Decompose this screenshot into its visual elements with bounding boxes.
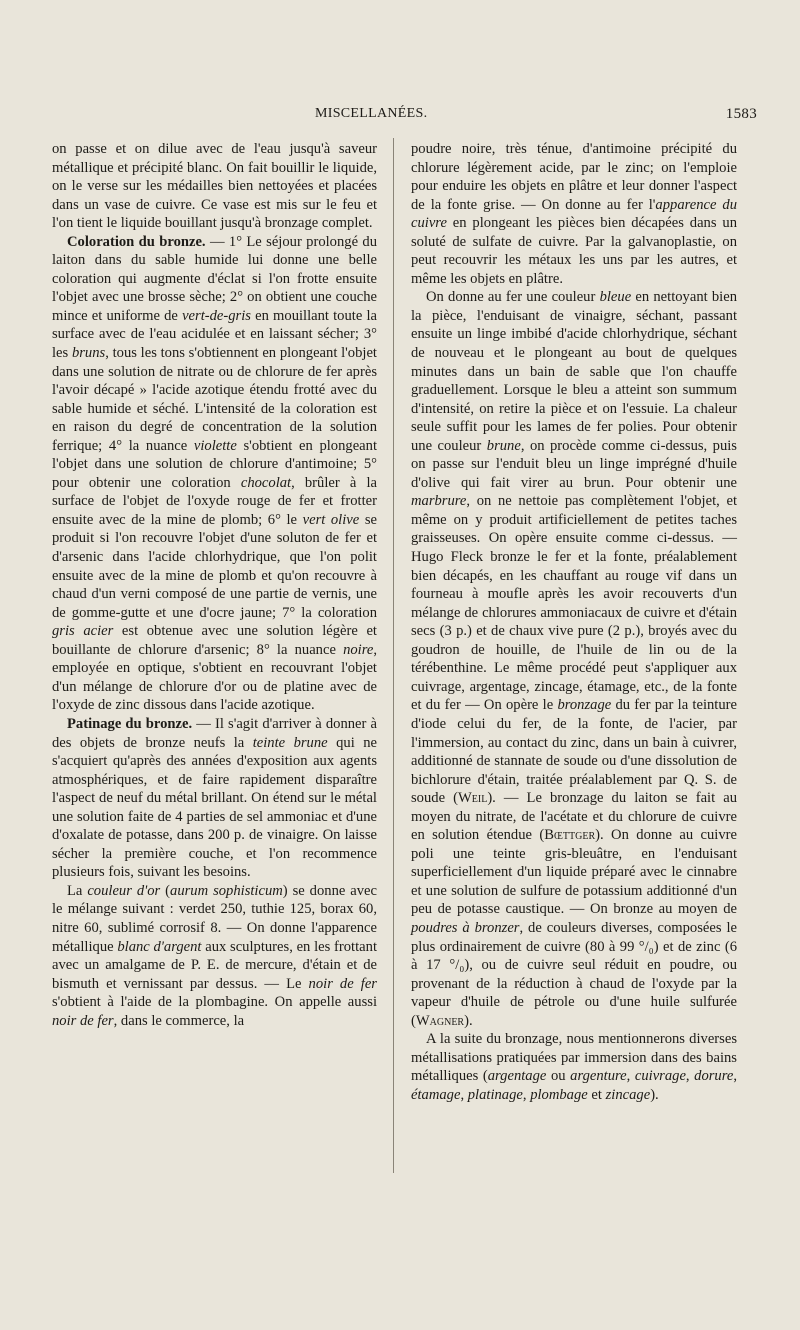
running-head xyxy=(0,106,800,126)
right-column xyxy=(411,140,737,1104)
section-heading: Coloration du bronze. xyxy=(67,233,206,250)
left-column xyxy=(52,140,377,1030)
paragraph-coloration: Coloration du bronze. — 1° Le séjour prolongé du laiton dans du sable humide lui donne une belle coloration qui augmente d'éclat si l'on frotte ensuite l'objet avec une brosse sèche; 2° on obtient une couche mince et uniforme de vert-de-gris en mouillant toute la surface avec de l'eau acidulée et en laissant sécher; 3° les bruns, tous les tons s'obtiennent en plongeant l'objet dans une solution de nitrate ou de chlorure de fer après l'avoir décapé » l'acide azotique étendu frotté avec du sable humide et séché. L'intensité de la coloration est en raison du degré de concentration de la solution ferrique; 4° la nuance violette s'obtient en plongeant l'objet dans une solution de chlorure d'antimoine; 5° pour obtenir une coloration chocolat, brûler à la surface de l'objet de l'oxyde rouge de fer et frotter ensuite avec de la mine de plomb; 6° le vert olive se produit si l'on recouvre l'objet d'une soluton de fer et d'arsenic dans l'acide chlorhydrique, que l'on polit ensuite avec de la mine de plomb et qu'on recouvre à chaud d'un verni composé de une partie de vernis, une de gomme-gutte et une d'ocre jaune; 7° la coloration gris acier est obtenue avec une solution légère et bouillante de chlorure d'arsenic; 8° la nuance noire, employée en optique, s'obtient en recouvrant l'objet d'un mélange de chlorure d'or ou de platine avec de l'oxyde de zinc dissous dans l'acide azotique. xyxy=(52,233,377,714)
paragraph-patinage: Patinage du bronze. — Il s'agit d'arriver à donner à des objets de bronze neufs la teinte brune qui ne s'acquiert qu'après des années d'exposition aux agents atmosphériques, et de faire rapidement disparaître l'aspect de neuf du métal brillant. On étend sur le métal une solution faite de 4 parties de sel ammoniac et d'une d'oxalate de potasse, dans 200 p. de vinaigre. On laisse sécher la première couche, et l'on recommence plusieurs fois, suivant les besoins. xyxy=(52,715,377,881)
section-heading: Patinage du bronze. xyxy=(67,715,193,732)
page-number: 1583 xyxy=(725,106,757,122)
paragraph: poudre noire, très ténue, d'antimoine précipité du chlorure légèrement acide, par le zinc; on l'emploie pour enduire les objets en plâtre et leur donner l'aspect de la fonte grise. — On donne au fer l'apparence du cuivre en plongeant les pièces bien décapées dans un soluté de sulfate de cuivre. Par la galvanoplastie, on peut recouvrir les métaux les uns par les autres, et même les objets en plâtre. xyxy=(411,141,737,287)
paragraph: A la suite du bronzage, nous mentionnerons diverses métallisations pratiquées par immersion dans des bains métalliques (argentage ou argenture, cuivrage, dorure, étamage, platinage, plombage et zincage). xyxy=(411,1031,737,1103)
paragraph: On donne au fer une couleur bleue en nettoyant bien la pièce, l'enduisant de vinaigre, séchant, passant ensuite un linge imbibé d'acide chlorhydrique, séchant de nouveau et le plongeant au bout de quelques minutes dans un bain de sable que l'on chauffe graduellement. Lorsque le bleu a atteint son summum d'intensité, on retire la pièce et on l'essuie. La chaleur seule suffit pour les lames de fer polies. Pour obtenir une couleur brune, on procède comme ci-dessus, puis on passe sur l'enduit bleu un linge imprégné d'huile d'olive qui fait virer au brun. Pour obtenir une marbrure, on ne nettoie pas complètement l'objet, et même on y produit artificiellement de petites taches graisseuses. On opère ensuite comme ci-dessus. — Hugo Fleck bronze le fer et la fonte, préalablement bien décapés, en les chauffant au rouge vif dans un fourneau à moufle après les avoir recouverts d'un mélange de chlorures ammoniacaux de cuivre et d'étain secs (3 p.) et de chaux vive pure (2 p.), broyés avec du goudron de houille, de l'huile de lin ou de la térébenthine. Le même procédé peut s'appliquer aux cuivrage, argentage, zincage, étamage, etc., de la fonte et du fer — On opère le bronzage du fer par la teinture d'iode celui du fer, de la fonte, de l'acier, par l'immersion, au contact du zinc, dans un bain à cuivrer, additionné de stannate de soude ou d'une dissolution de bichlorure d'étain, traitée préalablement par Q. S. de soude (Weil). — Le bronzage du laiton se fait au moyen du nitrate, de l'acétate et du chlorure de cuivre en solution étendue (Bœttger). On donne au cuivre poli une teinte gris-bleuâtre, en l'enduisant superficiellement d'un liquide préparé avec le cinnabre et une solution de sulfure de potassium additionné d'un peu de potasse caustique. — On bronze au moyen de poudres à bronzer, de couleurs diverses, composées le plus ordinairement de cuivre (80 à 99 °/₀) et de zinc (6 à 17 °/₀), ou de cuivre seul réduit en poudre, ou provenant de la réduction à chaud de l'oxyde par la vapeur d'huile de pétrole ou d'une huile sulfurée (Wagner). xyxy=(411,289,738,1029)
paragraph: on passe et on dilue avec de l'eau jusqu'à saveur métallique et précipité blanc. On fait bouillir le liquide, on le verse sur les médailles bien nettoyées et placées dans un vase de cuivre. Ce vase est mis sur le feu et l'on tient le liquide bouillant jusqu'à bronzage complet. xyxy=(52,141,377,232)
column-divider xyxy=(393,138,394,1173)
running-title: MISCELLANÉES. xyxy=(315,106,428,121)
paragraph-couleur-or: La couleur d'or (aurum sophisticum) se donne avec le mélange suivant : verdet 250, tuthie 125, borax 60, nitre 60, sublimé corrosif 8. — On donne l'apparence métallique blanc d'argent aux sculptures, en les frottant avec un amalgame de P. E. de mercure, d'étain et de bismuth et vernissant par dessus. — Le noir de fer s'obtient à l'aide de la plombagine. On appelle aussi noir de fer, dans le commerce, la xyxy=(52,882,377,1029)
